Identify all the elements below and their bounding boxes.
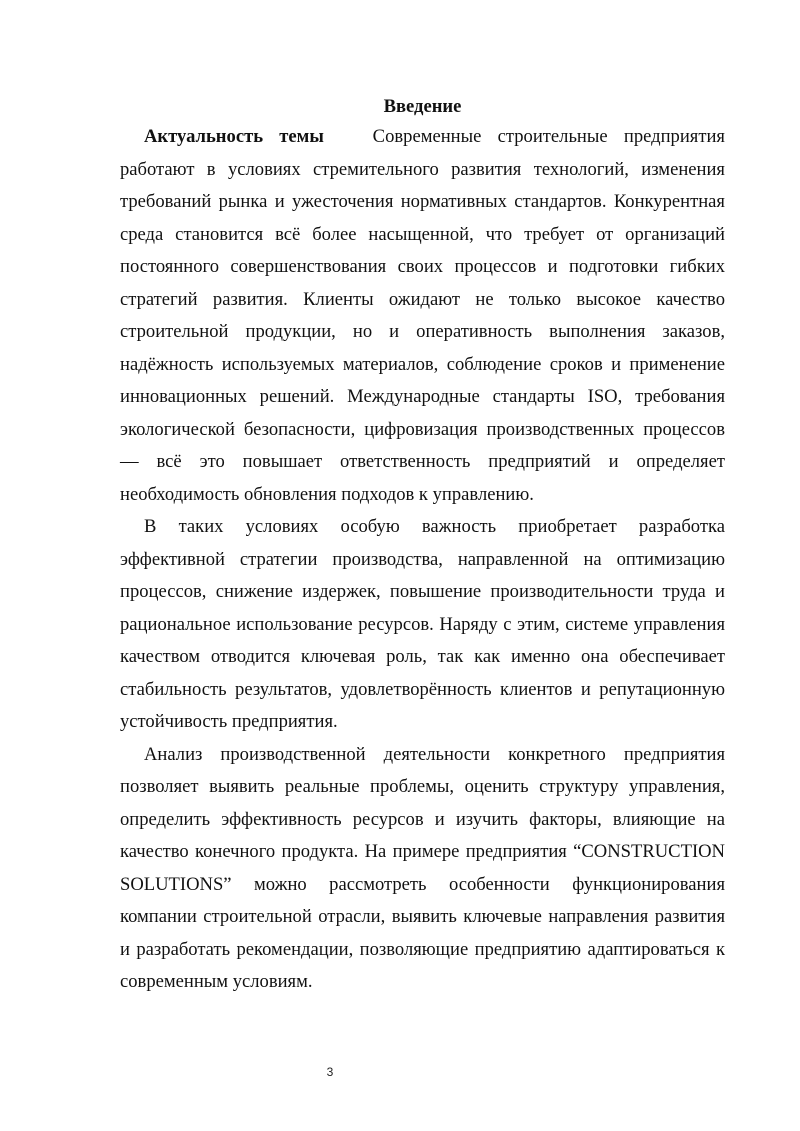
relevance-lead-phrase: Актуальность темы (144, 126, 324, 147)
section-heading: Введение (383, 96, 462, 117)
page-number: 3 (326, 1065, 334, 1079)
paragraph-relevance-text: Современные строительные предприятия работают в условиях стремительного развития технологий, изменения требований рынка и ужесточения нормативных стандартов. Конкурентная среда становится всё более насыщенной, что требует от организаций постоянного совершенствования своих процессов и подготовки гибких стратегий развития. Клиенты ожидают не только высокое качество строительной продукции, но и оперативность выполнения заказов, надёжность используемых материалов, соблюдение сроков и применение инновационных решений. Международные стандарты ISO, требования экологической безопасности, цифровизация производственных процессов — всё это повышает ответственность предприятий и определяет необходимость обновления подходов к управлению. (120, 126, 725, 505)
paragraph-relevance (120, 121, 725, 511)
paragraph-strategy: В таких условиях особую важность приобретает разработка эффективной стратегии производства, направленной на оптимизацию процессов, снижение издержек, повышение производительности труда и рациональное использование ресурсов. Наряду с этим, системе управления качеством отводится ключевая роль, так как именно она обеспечивает стабильность результатов, удовлетворённость клиентов и репутационную устойчивость предприятия. (120, 516, 725, 732)
paragraph-analysis: Анализ производственной деятельности конкретного предприятия позволяет выявить реальные проблемы, оценить структуру управления, определить эффективность ресурсов и изучить факторы, влияющие на качество конечного продукта. На примере предприятия “CONSTRUCTION SOLUTIONS” можно рассмотреть особенности функционирования компании строительной отрасли, выявить ключевые направления развития и разработать рекомендации, позволяющие предприятию адаптироваться к современным условиям. (120, 743, 725, 992)
document-body (120, 93, 725, 999)
